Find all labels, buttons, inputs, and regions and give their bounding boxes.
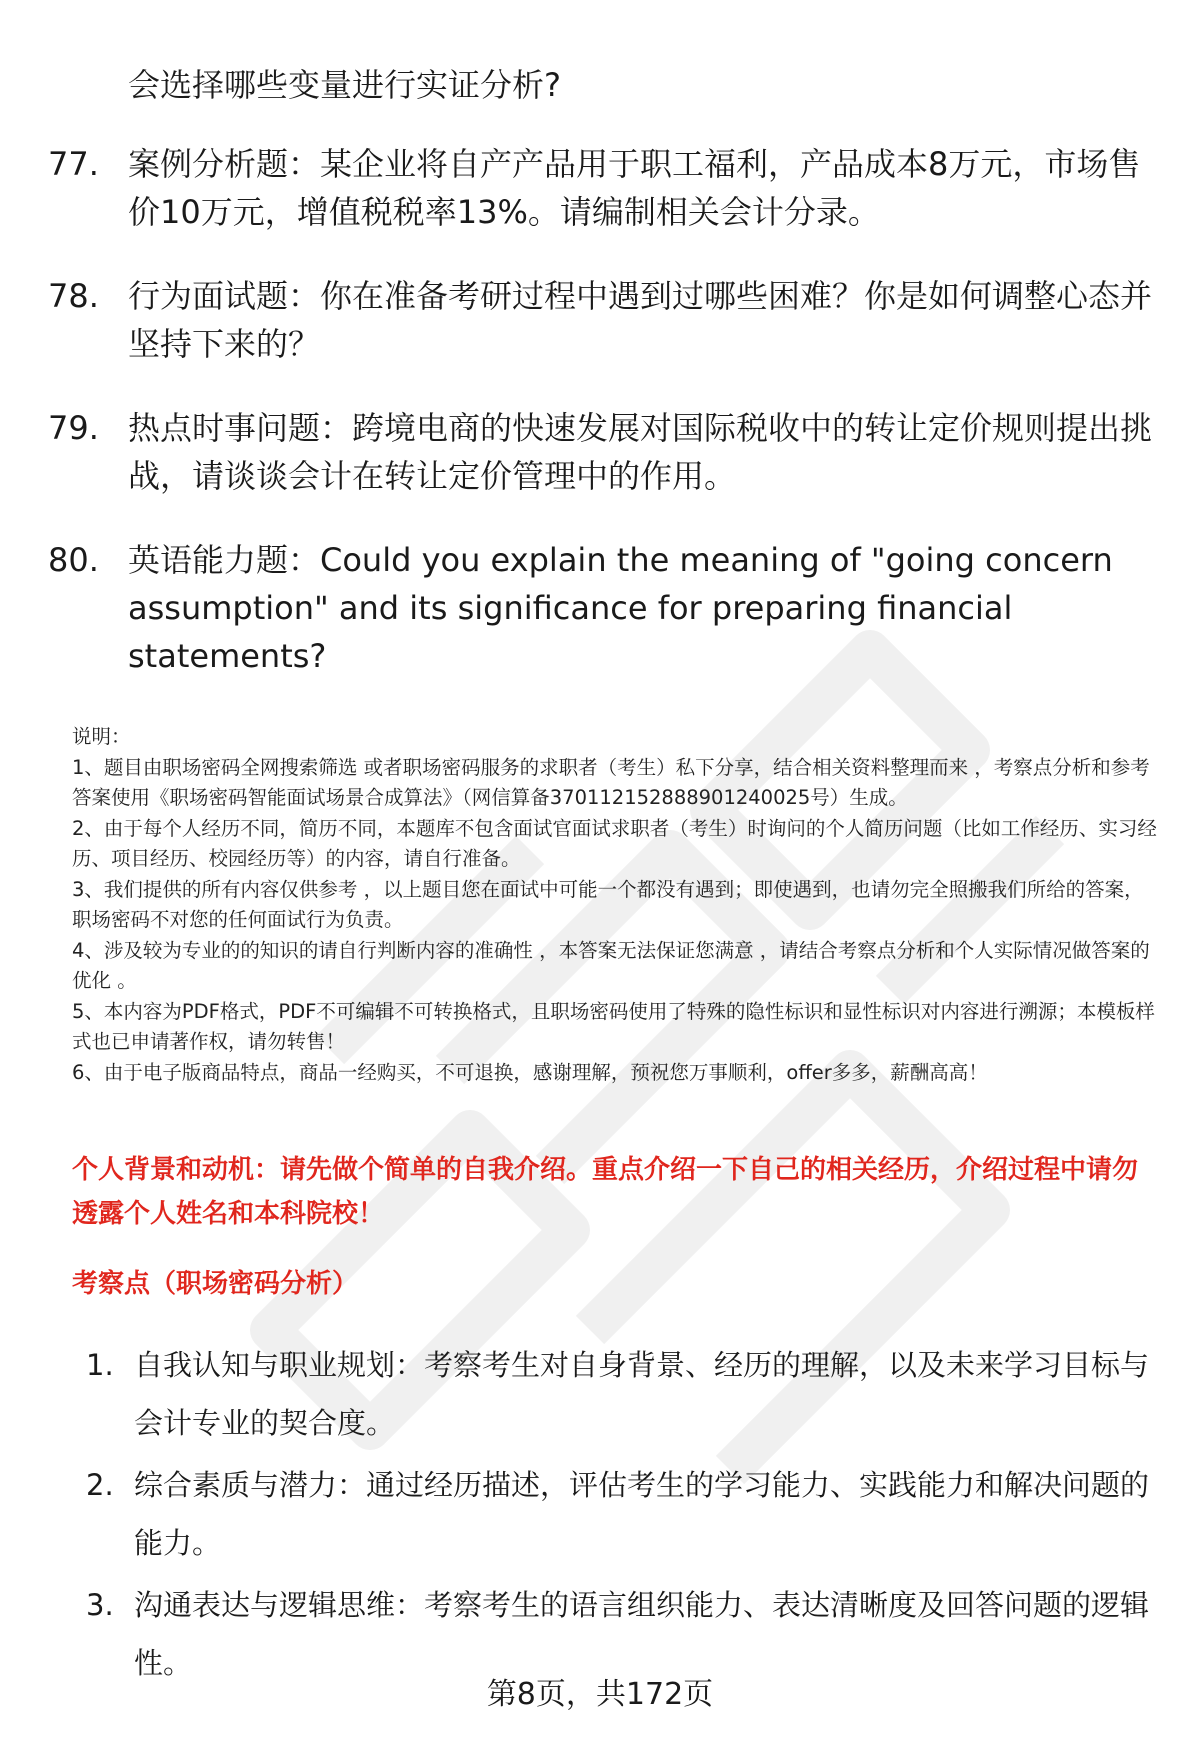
analysis-point: [80, 1336, 1160, 1452]
analysis-point-number: 3.: [86, 1588, 114, 1622]
notes-section: [72, 722, 1162, 1088]
note-item: 4、涉及较为专业的的知识的请自行判断内容的准确性 ，本答案无法保证您满意 ，请结合考察点分析和个人实际情况做答案的优化 。: [72, 938, 1150, 992]
analysis-point-number: 1.: [86, 1348, 114, 1382]
question-list: [48, 140, 1158, 716]
question-number: 80.: [48, 541, 99, 579]
continuation-text: 会选择哪些变量进行实证分析?: [128, 66, 561, 104]
analysis-heading: 考察点（职场密码分析）: [72, 1269, 359, 1299]
question-item: [48, 140, 1158, 236]
analysis-point-text: 综合素质与潜力：通过经历描述，评估考生的学习能力、实践能力和解决问题的能力。: [134, 1468, 1150, 1560]
note-item: 1、题目由职场密码全网搜索筛选 或者职场密码服务的求职者（考生）私下分享，结合相关资料整理而来 ，考察点分析和参考答案使用《职场密码智能面试场景合成算法》（网信算备370112152888901240025号）生成。: [72, 755, 1150, 809]
note-item: 3、我们提供的所有内容仅供参考 ，以上题目您在面试中可能一个都没有遇到；即使遇到，也请勿完全照搬我们所给的答案，职场密码不对您的任何面试行为负责。: [72, 877, 1144, 931]
question-number: 78.: [48, 277, 99, 315]
question-text: 案例分析题：某企业将自产产品用于职工福利，产品成本8万元，市场售价10万元，增值税税率13%。请编制相关会计分录。: [128, 145, 1141, 231]
note-item: 5、本内容为PDF格式，PDF不可编辑不可转换格式，且职场密码使用了特殊的隐性标识和显性标识对内容进行溯源；本模板样式也已申请著作权，请勿转售！: [72, 999, 1155, 1053]
page-footer: 第8页，共172页: [486, 1677, 714, 1712]
analysis-point: [80, 1456, 1160, 1572]
question-number: 77.: [48, 145, 99, 183]
analysis-point-list: [80, 1336, 1160, 1696]
section-heading: 个人背景和动机：请先做个简单的自我介绍。重点介绍一下自己的相关经历，介绍过程中请勿透露个人姓名和本科院校！: [72, 1155, 1139, 1229]
note-item: 2、由于每个人经历不同，简历不同，本题库不包含面试官面试求职者（考生）时询问的个人简历问题（比如工作经历、实习经历、项目经历、校园经历等）的内容，请自行准备。: [72, 816, 1157, 870]
question-number: 79.: [48, 409, 99, 447]
analysis-point-text: 自我认知与职业规划：考察考生对自身背景、经历的理解，以及未来学习目标与会计专业的契合度。: [134, 1348, 1150, 1440]
question-item: [48, 536, 1158, 680]
analysis-point-number: 2.: [86, 1468, 114, 1502]
note-item: 6、由于电子版商品特点，商品一经购买，不可退换，感谢理解，预祝您万事顺利，offer多多，薪酬高高！: [72, 1060, 988, 1084]
question-text: 行为面试题：你在准备考研过程中遇到过哪些困难？你是如何调整心态并坚持下来的？: [128, 277, 1153, 363]
notes-title: 说明：: [72, 725, 131, 748]
question-text: 英语能力题：Could you explain the meaning of "going concern assumption" and its significance for preparing financial statements?: [128, 541, 1113, 675]
question-item: [48, 404, 1158, 500]
question-text: 热点时事问题：跨境电商的快速发展对国际税收中的转让定价规则提出挑战，请谈谈会计在转让定价管理中的作用。: [128, 409, 1153, 495]
question-item: [48, 272, 1158, 368]
analysis-point-text: 沟通表达与逻辑思维：考察考生的语言组织能力、表达清晰度及回答问题的逻辑性。: [134, 1588, 1150, 1680]
